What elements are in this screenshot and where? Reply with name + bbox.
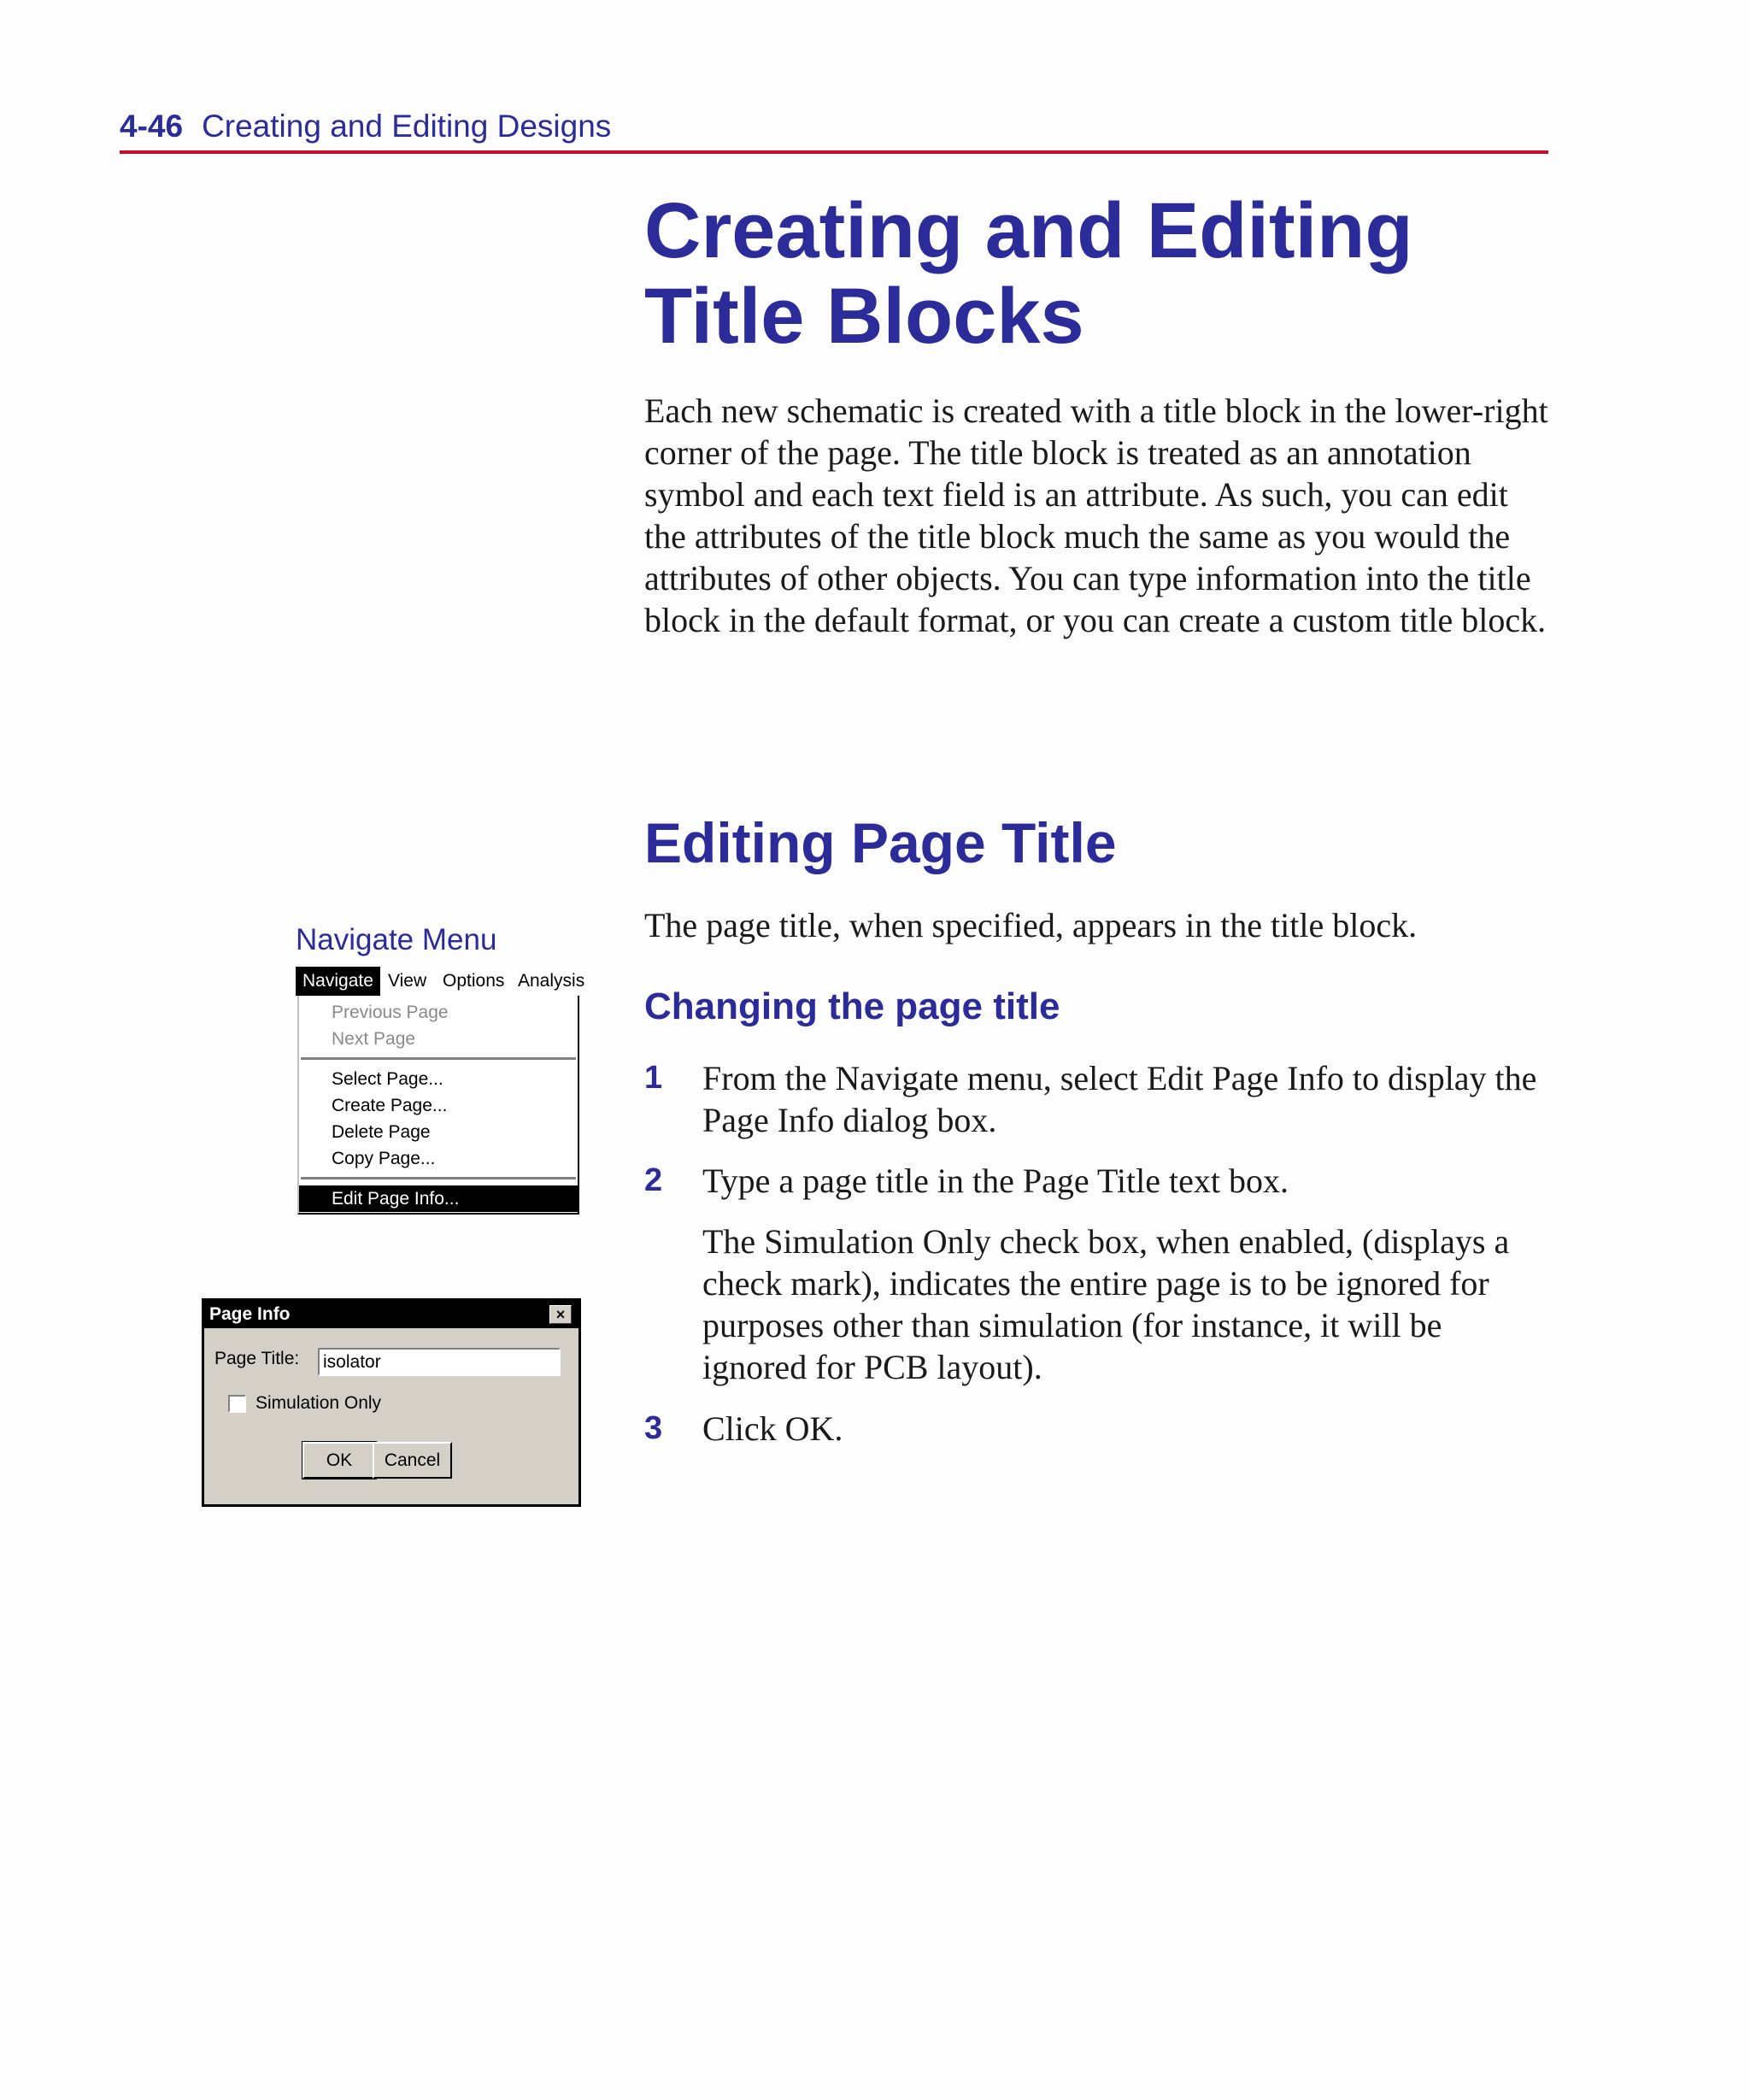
- step-text: Click OK.: [702, 1409, 843, 1448]
- step-number: 2: [644, 1162, 663, 1198]
- section-paragraph: The page title, when specified, appears in the title block.: [644, 906, 1418, 944]
- menu-item-create-page[interactable]: Create Page...: [332, 1096, 448, 1115]
- menu-separator: [301, 1057, 576, 1061]
- header-rule: [120, 150, 1548, 154]
- chapter-title: Creating and Editing Designs: [202, 109, 612, 144]
- page-title-input[interactable]: isolator: [318, 1348, 561, 1376]
- step-text: Type a page title in the Page Title text box.: [702, 1162, 1289, 1200]
- page-title: Creating and Editing Title Blocks: [644, 187, 1413, 360]
- dialog-title: Page Info: [209, 1304, 291, 1324]
- navigate-dropdown: [297, 996, 579, 1215]
- page-info-dialog: [202, 1298, 581, 1507]
- menu-bar: [296, 967, 585, 996]
- running-header: [120, 108, 611, 145]
- menu-view[interactable]: View: [388, 971, 427, 991]
- menu-item-delete-page[interactable]: Delete Page: [332, 1122, 431, 1142]
- step-1: [644, 1057, 1550, 1141]
- menu-separator: [301, 1177, 576, 1180]
- menu-item-edit-page-info[interactable]: Edit Page Info...: [299, 1185, 578, 1212]
- step-number: 1: [644, 1060, 663, 1096]
- section-heading: Editing Page Title: [644, 811, 1117, 874]
- procedure-heading: Changing the page title: [644, 985, 1060, 1027]
- intro-paragraph: Each new schematic is created with a title block in the lower-right corner of the page. The title block is treated as an annotation symbol and each text field is an attribute. As such, you can edit the attributes of the title block much the same as you would the attributes of other objects. You can type information into the title block in the default format, or you can create a custom title block.: [644, 391, 1548, 639]
- step-3: [644, 1408, 1550, 1450]
- menu-item-copy-page[interactable]: Copy Page...: [332, 1149, 436, 1168]
- cancel-button[interactable]: Cancel: [373, 1442, 452, 1479]
- dialog-title-bar: [204, 1301, 578, 1328]
- page-title-label: Page Title:: [214, 1349, 300, 1368]
- menu-item-next-page[interactable]: Next Page: [332, 1029, 416, 1049]
- simulation-only-label: Simulation Only: [255, 1393, 382, 1413]
- step-2: [644, 1160, 1550, 1202]
- ok-button[interactable]: OK: [302, 1442, 376, 1479]
- menu-analysis[interactable]: Analysis: [518, 971, 585, 991]
- step-text: From the Navigate menu, select Edit Page Info to display the Page Info dialog box.: [702, 1059, 1537, 1139]
- step-number: 3: [644, 1410, 663, 1446]
- menu-item-previous-page[interactable]: Previous Page: [332, 1003, 449, 1022]
- navigate-menu-caption: Navigate Menu: [296, 923, 497, 956]
- menu-navigate[interactable]: Navigate: [296, 967, 380, 996]
- simulation-only-checkbox[interactable]: [228, 1395, 246, 1413]
- close-icon[interactable]: ×: [549, 1305, 572, 1324]
- menu-options[interactable]: Options: [443, 971, 505, 991]
- page-number: 4-46: [120, 109, 184, 144]
- simulation-note: The Simulation Only check box, when enabled, (displays a check mark), indicates the entire page is to be ignored for purposes other than simulation (for instance, it will be ignored for PCB layout).: [702, 1222, 1510, 1386]
- navigate-menu-screenshot: [296, 967, 585, 1215]
- menu-item-select-page[interactable]: Select Page...: [332, 1069, 443, 1089]
